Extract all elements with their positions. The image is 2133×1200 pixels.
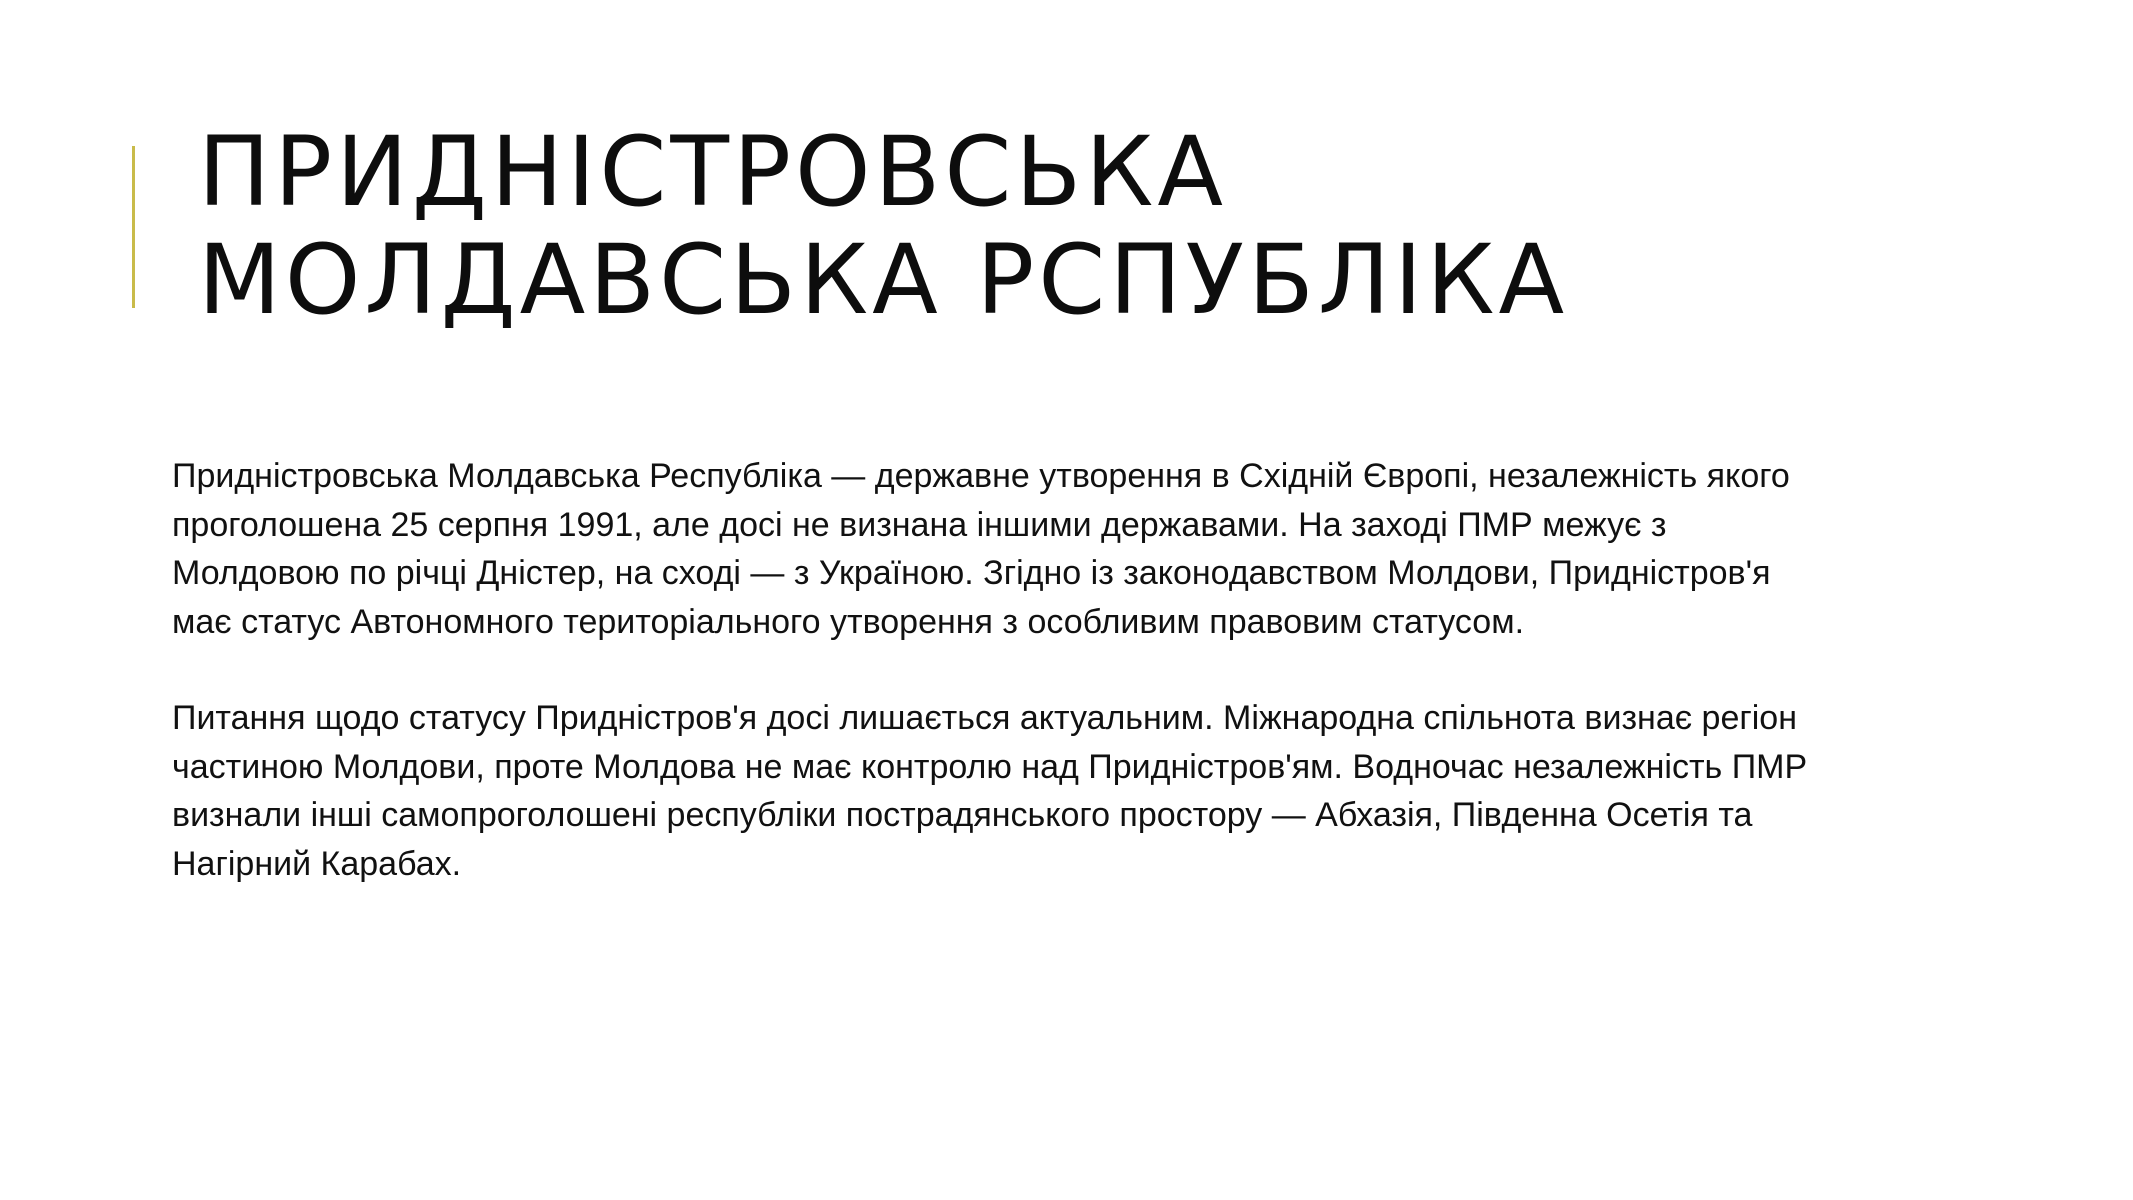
slide-title-line-2: МОЛДАВСЬКА РСПУБЛІКА (198, 224, 1569, 336)
title-accent-bar (132, 146, 135, 308)
body-paragraph-2: Питання щодо статусу Придністров'я досі лишається актуальним. Міжнародна спільнота визнає регіон частиною Молдови, проте Молдова не має контролю над Придністров'ям. Водночас незалежність ПМР визнали інші самопроголошені республіки пострадянського простору — Абхазія, Південна Осетія та Нагірний Карабах. (172, 699, 1808, 883)
body-paragraph-1: Придністровська Молдавська Республіка — державне утворення в Східній Європі, незалежність якого проголошена 25 серпня 1991, але досі не визнана іншими державами. На заході ПМР межує з Молдовою по річці Дністер, на сході — з Україною. Згідно із законодавством Молдови, Придністров'я має статус Автономного територіального утворення з особливим правовим статусом. (172, 457, 1790, 641)
slide-body (172, 452, 2002, 936)
slide-title (198, 118, 1998, 334)
slide-title-line-1: ПРИДНІСТРОВСЬКА (198, 116, 1228, 228)
